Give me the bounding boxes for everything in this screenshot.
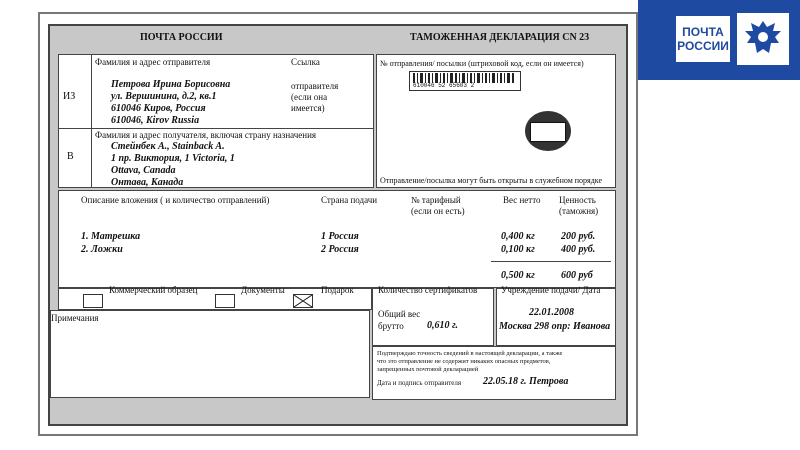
sender-caption: Фамилия и адрес отправителя	[95, 57, 211, 67]
item-1-weight: 0,400 кг	[501, 231, 535, 242]
confirmation-block	[372, 346, 616, 400]
col-description-header: Описание вложения ( и количество отправлений)	[81, 195, 270, 205]
item-2-weight: 0,100 кг	[501, 244, 535, 255]
gross-weight-caption-2: брутто	[378, 321, 404, 331]
item-2-value: 400 руб.	[561, 244, 596, 255]
category-documents-label: Документы	[241, 285, 285, 295]
item-2-country: 2 Россия	[321, 244, 359, 255]
category-commercial-label: Коммерческий образец	[109, 285, 198, 295]
sender-ref-note-3: имеется)	[291, 103, 325, 113]
pochta-logo-text: ПОЧТА РОССИИ	[676, 16, 730, 62]
customs-declaration-form	[48, 24, 628, 426]
col-tariff-header-2: (если он есть)	[411, 206, 465, 216]
to-label: В	[67, 151, 74, 162]
gross-weight-value: 0,610 г.	[427, 320, 459, 331]
header-right: ТАМОЖЕННАЯ ДЕКЛАРАЦИЯ CN 23	[410, 32, 590, 43]
parcel-number-block	[376, 54, 616, 188]
col-weight-header: Вес нетто	[503, 195, 541, 205]
certificates-caption: Количество сертификатов	[378, 285, 478, 295]
sender-line-3: 610046 Киров, Россия	[111, 103, 206, 114]
eagle-emblem-icon	[737, 13, 789, 65]
recipient-line-2: 1 пр. Виктория, 1 Victoria, 1	[111, 153, 235, 164]
category-gift-label: Подарок	[321, 285, 354, 295]
barcode-number: 610046 52 65603 2	[413, 82, 475, 89]
recipient-line-3: Ottava, Canada	[111, 165, 176, 176]
recipient-line-4: Онтава, Канада	[111, 177, 184, 188]
item-1-country: 1 Россия	[321, 231, 359, 242]
gross-weight-caption-1: Общий вес	[378, 309, 421, 319]
institution-block	[496, 285, 616, 346]
total-weight: 0,500 кг	[501, 270, 535, 281]
col-country-header: Страна подачи	[321, 195, 378, 205]
date-value: 22.01.2008	[529, 307, 574, 318]
col-tariff-header-1: № тарифный	[411, 195, 461, 205]
category-block	[58, 285, 372, 310]
certificates-block	[372, 285, 494, 346]
confirm-line-3: запрещенных почтовой декларацией	[377, 366, 479, 373]
contents-block	[58, 190, 616, 288]
open-note: Отправление/посылка могут быть открыты в служебном порядке	[380, 176, 603, 185]
institution-caption: Учреждение подачи/ Дата	[501, 285, 601, 295]
sender-ref-caption: Ссылка	[291, 57, 320, 67]
sign-value: 22.05.18 г. Петрова	[483, 376, 569, 387]
confirm-line-1: Подтверждаю точность сведений в настоящей декларации, а также	[377, 350, 563, 357]
col-value-header-1: Ценность	[559, 195, 596, 205]
col-value-header-2: (таможня)	[559, 206, 599, 216]
sender-line-1: Петрова Ирина Борисовна	[111, 79, 231, 90]
from-label: ИЗ	[63, 91, 76, 102]
stamp-window	[530, 122, 566, 142]
item-2-description: 2. Ложки	[81, 244, 123, 255]
recipient-line-1: Стейнбек А., Stainback A.	[111, 141, 225, 152]
confirm-line-2: что это отправление не содержит никаких опасных предметов,	[377, 358, 551, 365]
office-value: Москва 298 опр: Иванова	[499, 321, 611, 332]
gift-checkbox[interactable]	[293, 294, 313, 308]
total-value: 600 руб	[561, 270, 593, 281]
barcode	[409, 71, 521, 91]
item-1-value: 200 руб.	[561, 231, 596, 242]
header-left: ПОЧТА РОССИИ	[140, 32, 223, 43]
sender-line-4: 610046, Kirov Russia	[111, 115, 200, 126]
parcel-no-caption: № отправления/ посылки (штриховой код, если он имеется)	[380, 59, 584, 68]
sign-caption: Дата и подпись отправителя	[377, 379, 462, 387]
sender-line-2: ул. Вершинина, д.2, кв.1	[111, 91, 217, 102]
documents-checkbox[interactable]	[215, 294, 235, 308]
sender-ref-note-1: отправителя	[291, 81, 339, 91]
notes-caption: Примечания	[51, 313, 99, 323]
commercial-sample-checkbox[interactable]	[83, 294, 103, 308]
item-1-description: 1. Матрешка	[81, 231, 141, 242]
recipient-caption: Фамилия и адрес получателя, включая страну назначения	[95, 130, 317, 140]
address-block	[58, 54, 374, 188]
sender-ref-note-2: (если она	[291, 92, 328, 102]
notes-block	[50, 310, 370, 398]
